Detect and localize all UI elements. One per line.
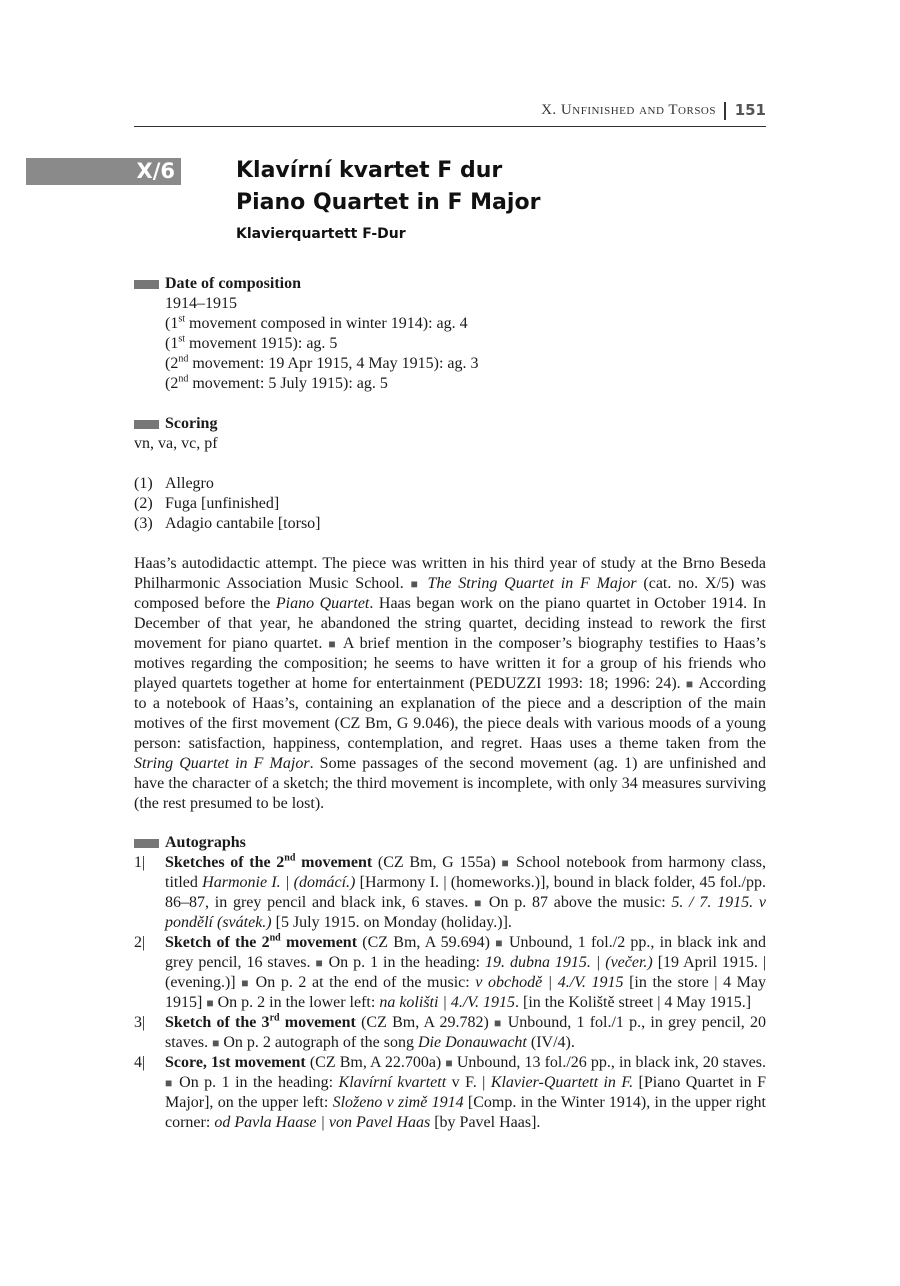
section-label: Scoring xyxy=(165,415,218,432)
section-marker xyxy=(134,420,159,429)
title-german: Klavierquartett F-Dur xyxy=(236,226,406,242)
autographs-section xyxy=(134,833,766,1133)
composition-line: (2nd movement: 5 July 1915): ag. 5 xyxy=(165,373,388,392)
section-marker xyxy=(134,280,159,289)
scoring-instruments: vn, va, vc, pf xyxy=(134,435,218,452)
section-heading xyxy=(134,833,766,853)
section-label: Date of composition xyxy=(165,275,301,292)
section-heading xyxy=(134,274,766,294)
title-czech: Klavírní kvartet F dur xyxy=(236,158,503,183)
composition-line: (1st movement 1915): ag. 5 xyxy=(165,333,338,352)
entry-id: X/6 xyxy=(136,159,175,183)
description-paragraph: Haas’s autodidactic attempt. The piece was written in his third year of study at the Brno Beseda Philharmonic Association Music School. ■ The String Quartet in F Major (cat. no. X/5) was composed before the Piano Quartet. Haas began work on the piano quartet in October 1914. In December of that year, he abandoned the string quartet, deciding instead to rework the first movement for piano quartet. ■ A brief mention in the composer’s biography testifies to Haas’s motives regarding the composition; he seems to have written it for a group of his friends who played quartets together at home for entertainment (PEDUZZI 1993: 18; 1996: 24). ■ According to a notebook of Haas’s, containing an explanation of the piece and a description of the main motives of the first movement (CZ Bm, G 9.046), the piece deals with various moods of a young person: satisfaction, happiness, contemplation, and regret. Haas uses a theme taken from the String Quartet in F Major. Some passages of the second movement (ag. 1) are unfinished and have the character of a sketch; the third movement is incomplete, with only 34 measures surviving (the rest presumed to be lost). xyxy=(134,555,767,812)
date-of-composition-section xyxy=(134,274,766,394)
composition-range: 1914–1915 xyxy=(165,295,237,312)
section-marker xyxy=(134,839,159,848)
autograph-item: 1| Sketches of the 2nd movement (CZ Bm, G 155a) ■ School notebook from harmony class, titled Harmonie I. | (domácí.) [Harmony I. | (homeworks.)], bound in black folder, 45 fol./pp. 86–87, in grey pencil and black ink, 6 staves. ■ On p. 87 above the music: 5. / 7. 1915. v pondělí (svátek.) [5 July 1915. on Monday (holiday.)]. xyxy=(134,852,767,931)
movement-item: (1) Allegro xyxy=(134,475,214,492)
page-number: 151 xyxy=(734,101,766,119)
page-header xyxy=(134,102,766,126)
movements-list xyxy=(134,474,766,534)
composition-line: (1st movement composed in winter 1914): ag. 4 xyxy=(165,313,468,332)
section-label: Autographs xyxy=(165,834,246,851)
section-heading xyxy=(134,414,766,434)
movement-item: (3) Adagio cantabile [torso] xyxy=(134,515,321,532)
entry-id-box xyxy=(26,158,181,185)
title-english: Piano Quartet in F Major xyxy=(236,190,541,215)
scoring-section xyxy=(134,414,766,454)
autograph-item: 3| Sketch of the 3rd movement (CZ Bm, A 29.782) ■ Unbound, 1 fol./1 p., in grey pencil, 20 staves. ■ On p. 2 autograph of the song Die Donauwacht (IV/4). xyxy=(134,1012,767,1051)
composition-line: (2nd movement: 19 Apr 1915, 4 May 1915): ag. 3 xyxy=(165,353,479,372)
autograph-item: 4| Score, 1st movement (CZ Bm, A 22.700a) ■ Unbound, 13 fol./26 pp., in black ink, 20 staves. ■ On p. 1 in the heading: Klavírní kvartett v F. | Klavier-Quartett in F. [Piano Quartet in F Major], on the upper left: Složeno v zimě 1914 [Comp. in the Winter 1914), in the upper right corner: od Pavla Haase | von Pavel Haas [by Pavel Haas]. xyxy=(134,1054,767,1131)
movement-item: (2) Fuga [unfinished] xyxy=(134,495,280,512)
running-head: X. Unfinished and Torsos xyxy=(541,102,716,118)
autograph-item: 2| Sketch of the 2nd movement (CZ Bm, A 59.694) ■ Unbound, 1 fol./2 pp., in black ink and grey pencil, 16 staves. ■ On p. 1 in the heading: 19. dubna 1915. | (večer.) [19 April 1915. | (evening.)] ■ On p. 2 at the end of the music: v obchodě | 4./V. 1915 [in the store | 4 May 1915] ■ On p. 2 in the lower left: na kolišti | 4./V. 1915. [in the Koliště street | 4 May 1915.] xyxy=(134,932,767,1011)
header-separator xyxy=(724,102,726,120)
header-rule xyxy=(134,126,766,127)
